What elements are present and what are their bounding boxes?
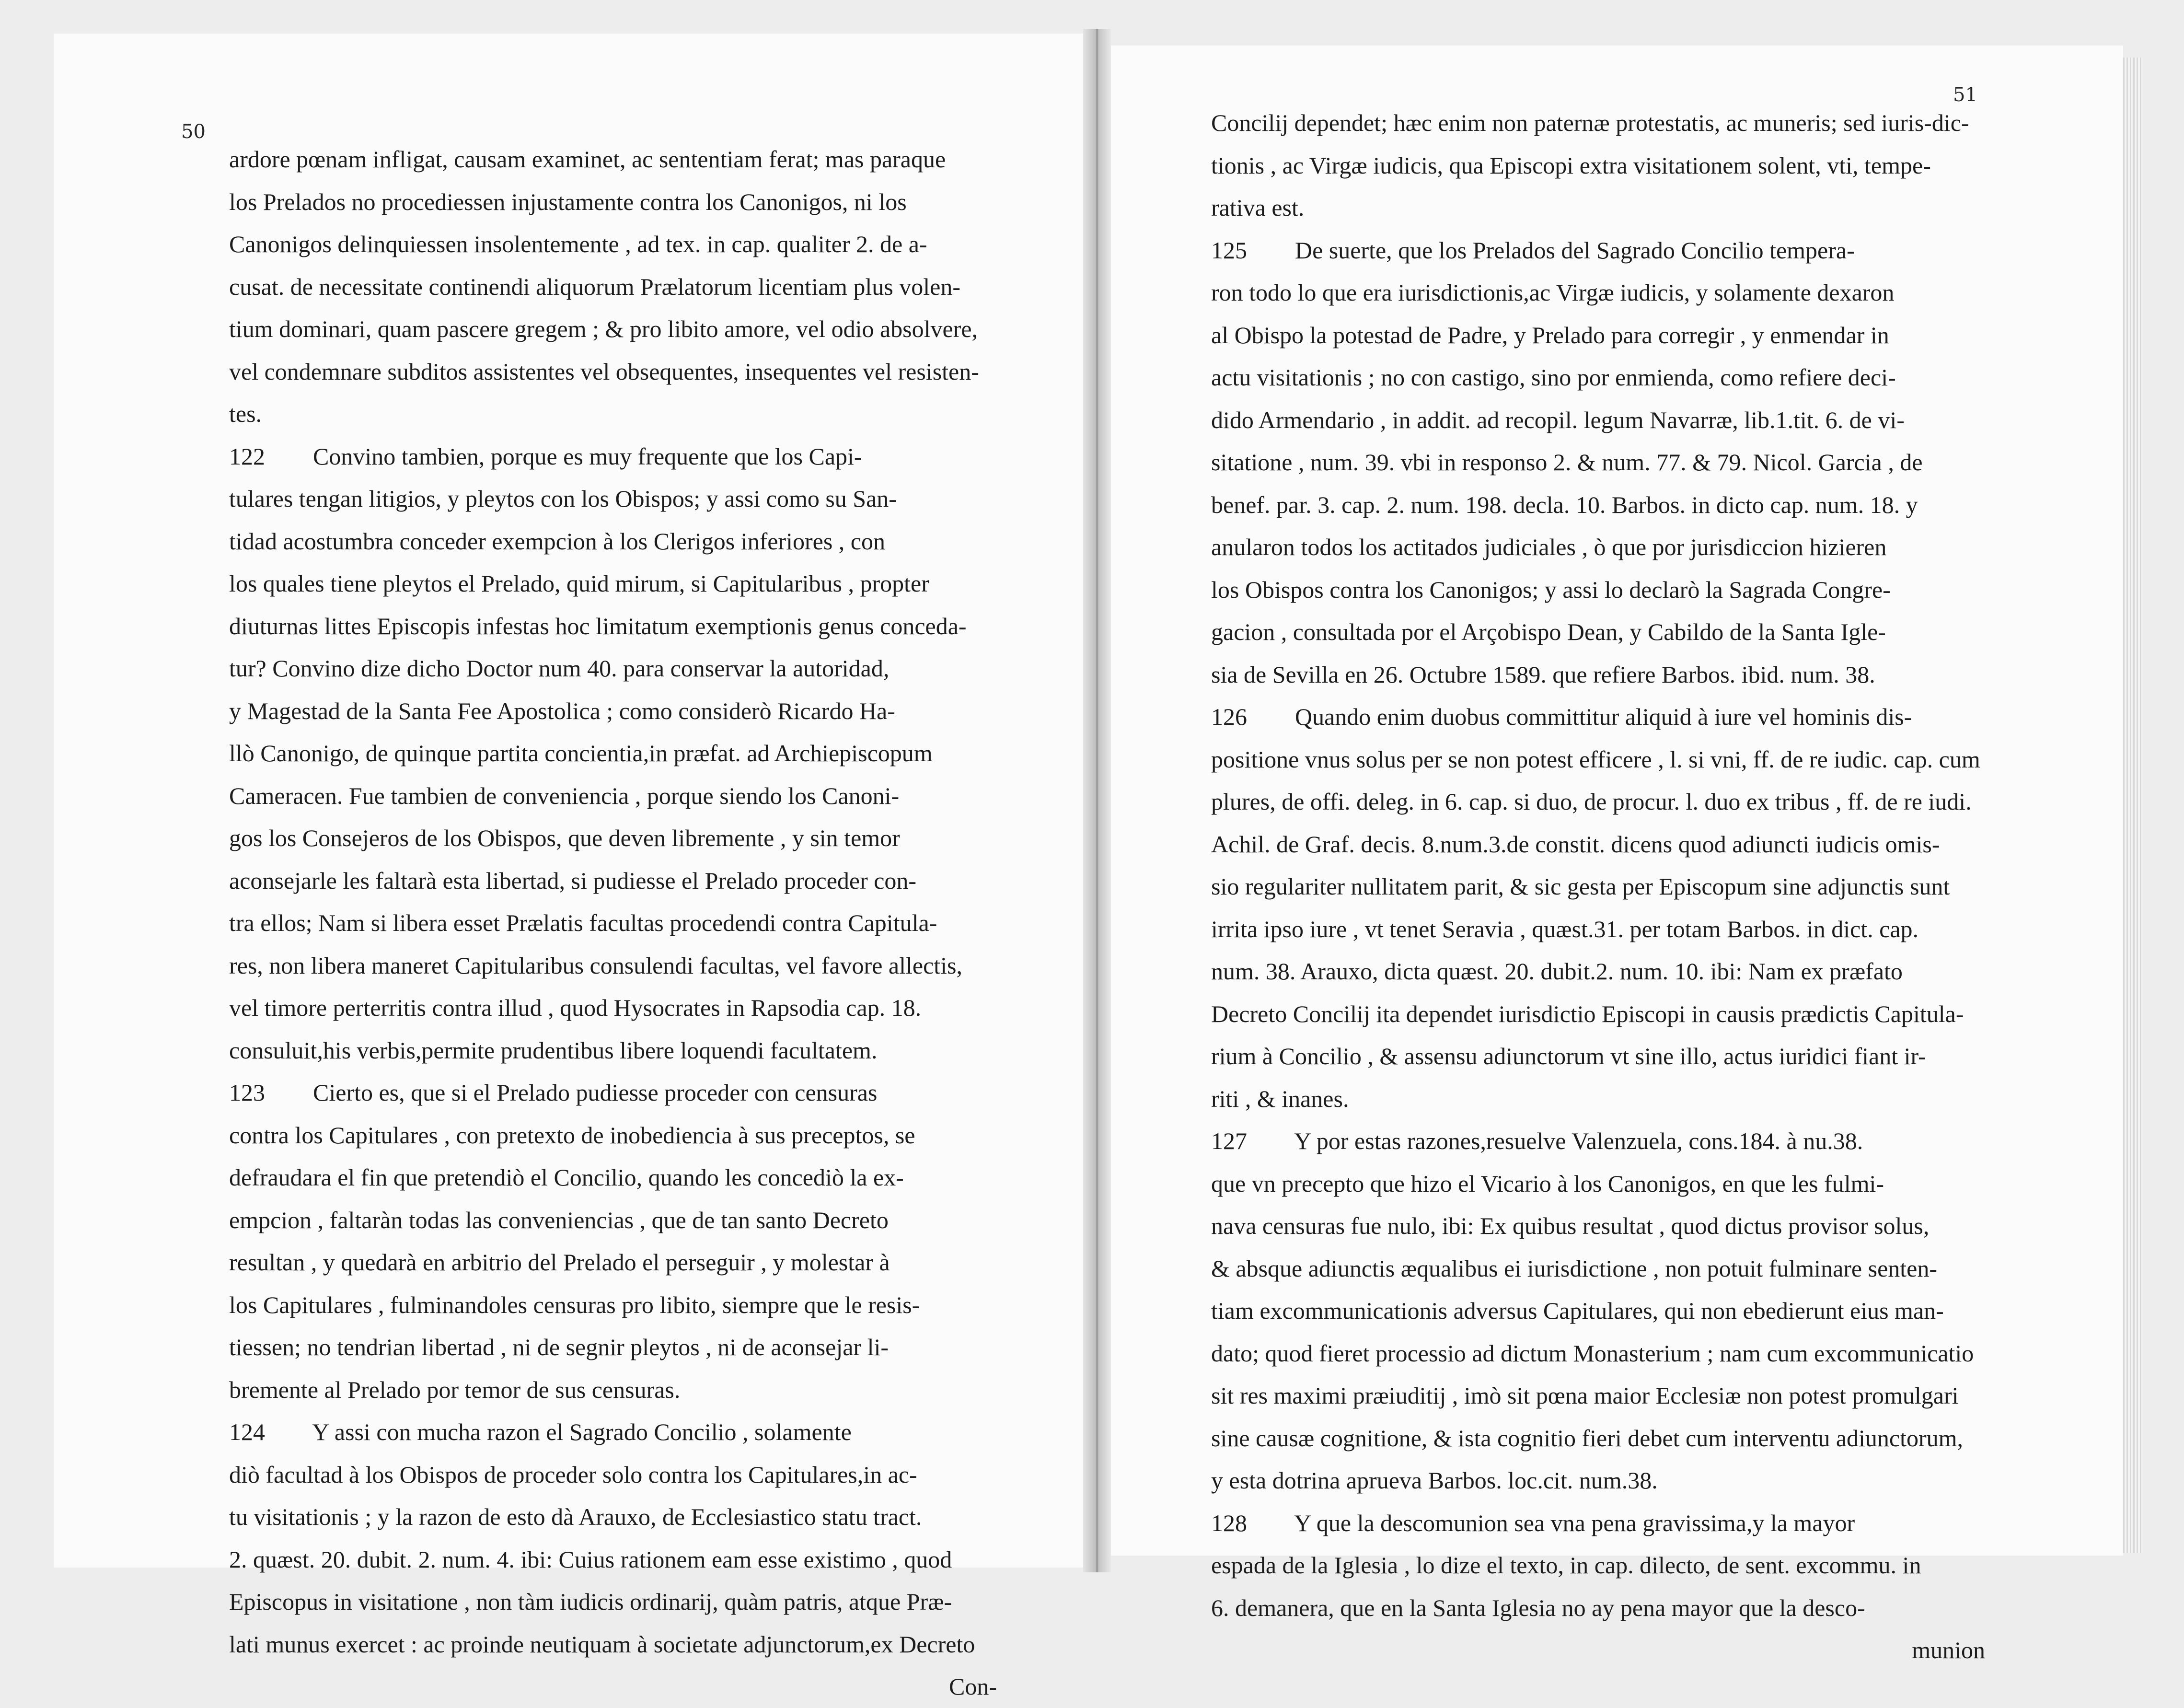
text-line-content: Decreto Concilij ita dependet iurisdictio Episcopi in causis prædictis Capitula- bbox=[1211, 1000, 1964, 1027]
text-line-content: benef. par. 3. cap. 2. num. 198. decla. 10. Barbos. in dicto cap. num. 18. y bbox=[1211, 491, 1918, 518]
text-line-content: rativa est. bbox=[1211, 194, 1305, 221]
text-line-content: 124 Y assi con mucha razon el Sagrado Concilio , solamente bbox=[229, 1418, 852, 1445]
text-line bbox=[1211, 1459, 1985, 1502]
text-line bbox=[1211, 1544, 1985, 1587]
text-line bbox=[1211, 993, 1985, 1035]
text-line-content: tidad acostumbra conceder exempcion à los Clerigos inferiores , con bbox=[229, 527, 885, 555]
catchword-text: Con- bbox=[949, 1673, 997, 1700]
text-line bbox=[1211, 1374, 1985, 1417]
text-line bbox=[229, 138, 997, 181]
text-line bbox=[1211, 1035, 1985, 1078]
text-line bbox=[229, 690, 997, 732]
catchword bbox=[229, 1665, 997, 1708]
text-line-content: cusat. de necessitate continendi aliquorum Prælatorum licentiam plus volen- bbox=[229, 273, 961, 300]
page-number-left: 50 bbox=[181, 121, 206, 143]
text-line-content: y esta dotrina aprueva Barbos. loc.cit. num.38. bbox=[1211, 1467, 1658, 1494]
text-line-content: ron todo lo que era iurisdictionis,ac Virgæ iudicis, y solamente dexaron bbox=[1211, 279, 1895, 306]
text-line bbox=[229, 1369, 997, 1411]
text-line bbox=[1211, 399, 1985, 442]
text-line-content: sine causæ cognitione, & ista cognitio fieri debet cum interventu adiunctorum, bbox=[1211, 1424, 1964, 1452]
text-line-content: anularon todos los actitados judiciales , ò que por jurisdiccion hizieren bbox=[1211, 534, 1887, 560]
page-edges bbox=[2123, 58, 2142, 1553]
text-line bbox=[1211, 611, 1985, 653]
text-line bbox=[229, 1071, 997, 1114]
text-line bbox=[229, 435, 997, 478]
text-line bbox=[1211, 1587, 1985, 1629]
text-line bbox=[1211, 1205, 1985, 1247]
text-line-content: irrita ipso iure , vt tenet Seravia , quæst.31. per totam Barbos. in dict. cap. bbox=[1211, 915, 1919, 942]
text-line-content: tra ellos; Nam si libera esset Prælatis facultas procedendi contra Capitula- bbox=[229, 909, 937, 936]
text-line-content: tium dominari, quam pascere gregem ; & pro libito amore, vel odio absolvere, bbox=[229, 315, 978, 342]
text-line-content: 6. demanera, que en la Santa Iglesia no ay pena mayor que la desco- bbox=[1211, 1594, 1865, 1621]
text-line-content: lati munus exercet : ac proinde neutiquam à societate adjunctorum,ex Decreto bbox=[229, 1630, 975, 1658]
text-line-content: sio regulariter nullitatem parit, & sic gesta per Episcopum sine adjunctis sunt bbox=[1211, 873, 1950, 900]
text-line bbox=[229, 562, 997, 605]
text-line bbox=[1211, 696, 1985, 738]
text-line bbox=[229, 393, 997, 435]
text-line bbox=[229, 181, 997, 223]
text-line bbox=[229, 817, 997, 860]
text-line bbox=[229, 1241, 997, 1284]
text-line-content: gos los Consejeros de los Obispos, que deven libremente , y sin temor bbox=[229, 825, 900, 851]
text-line-content: num. 38. Arauxo, dicta quæst. 20. dubit.2. num. 10. ibi: Nam ex præfato bbox=[1211, 958, 1903, 985]
text-line-content: 126 Quando enim duobus committitur aliquid à iure vel hominis dis- bbox=[1211, 703, 1912, 730]
text-line bbox=[1211, 1502, 1985, 1545]
text-line bbox=[1211, 569, 1985, 611]
text-line bbox=[1211, 865, 1985, 908]
text-line bbox=[229, 1284, 997, 1326]
text-line-content: riti , & inanes. bbox=[1211, 1085, 1349, 1112]
text-line-content: tionis , ac Virgæ iudicis, qua Episcopi extra visitationem solent, vti, tempe- bbox=[1211, 151, 1931, 179]
text-line bbox=[229, 944, 997, 987]
text-line bbox=[229, 1199, 997, 1242]
text-line bbox=[1211, 271, 1985, 314]
text-line-content: que vn precepto que hizo el Vicario à los Canonigos, en que les fulmi- bbox=[1211, 1170, 1884, 1197]
text-line-content: rium à Concilio , & assensu adiunctorum vt sine illo, actus iuridici fiant ir- bbox=[1211, 1043, 1926, 1069]
text-line bbox=[229, 647, 997, 690]
text-line-content: Canonigos delinquiessen insolentemente , ad tex. in cap. qualiter 2. de a- bbox=[229, 231, 927, 257]
text-line-content: plures, de offi. deleg. in 6. cap. si duo, de procur. l. duo ex tribus , ff. de re iudi. bbox=[1211, 788, 1972, 815]
text-line bbox=[229, 308, 997, 350]
text-line-content: sia de Sevilla en 26. Octubre 1589. que refiere Barbos. ibid. num. 38. bbox=[1211, 661, 1875, 688]
text-line-content: tulares tengan litigios, y pleytos con los Obispos; y assi como su San- bbox=[229, 485, 897, 512]
text-line bbox=[229, 1156, 997, 1199]
text-line-content: vel timore perterritis contra illud , quod Hysocrates in Rapsodia cap. 18. bbox=[229, 994, 922, 1021]
text-line-content: positione vnus solus per se non potest efficere , l. si vni, ff. de re iudic. cap. cum bbox=[1211, 745, 1980, 773]
text-line bbox=[229, 775, 997, 817]
text-line bbox=[229, 1623, 997, 1666]
text-line bbox=[1211, 229, 1985, 272]
text-line-content: sit res maximi præiuditij , imò sit pœna maior Ecclesiæ non potest promulgari bbox=[1211, 1382, 1959, 1409]
text-line-content: los Prelados no procediessen injustamente contra los Canonigos, ni los bbox=[229, 188, 907, 215]
text-line-content: los quales tiene pleytos el Prelado, quid mirum, si Capitularibus , propter bbox=[229, 570, 929, 597]
text-line bbox=[1211, 1417, 1985, 1460]
text-line-content: Cameracen. Fue tambien de conveniencia , porque siendo los Canoni- bbox=[229, 782, 900, 809]
text-line bbox=[229, 1580, 997, 1623]
text-line bbox=[1211, 186, 1985, 229]
text-line bbox=[229, 902, 997, 944]
text-line bbox=[1211, 1120, 1985, 1162]
text-line bbox=[1211, 356, 1985, 399]
text-line-content: dato; quod fieret processio ad dictum Monasterium ; nam cum excommunicatio bbox=[1211, 1339, 1974, 1367]
text-line bbox=[229, 1326, 997, 1369]
text-line-content: aconsejarle les faltarà esta libertad, si pudiesse el Prelado proceder con- bbox=[229, 867, 917, 894]
text-line bbox=[1211, 1162, 1985, 1205]
text-line bbox=[1211, 950, 1985, 993]
text-line-content: al Obispo la potestad de Padre, y Prelado para corregir , y enmendar in bbox=[1211, 321, 1889, 349]
text-line-content: los Obispos contra los Canonigos; y assi lo declarò la Sagrada Congre- bbox=[1211, 576, 1891, 603]
text-line bbox=[229, 1496, 997, 1538]
text-line bbox=[229, 477, 997, 520]
text-line bbox=[229, 732, 997, 775]
catchword bbox=[1211, 1629, 1985, 1672]
text-line bbox=[1211, 1290, 1985, 1332]
text-line-content: ardore pœnam infligat, causam examinet, ac sententiam ferat; mas paraque bbox=[229, 146, 946, 173]
text-line-content: actu visitationis ; no con castigo, sino por enmienda, como refiere deci- bbox=[1211, 364, 1896, 391]
text-line bbox=[229, 1538, 997, 1581]
text-line-content: 127 Y por estas razones,resuelve Valenzuela, cons.184. à nu.38. bbox=[1211, 1127, 1863, 1154]
text-line bbox=[1211, 1078, 1985, 1120]
text-line-content: 123 Cierto es, que si el Prelado pudiesse proceder con censuras bbox=[229, 1079, 878, 1106]
text-line-content: tiessen; no tendrian libertad , ni de segnir pleytos , ni de aconsejar li- bbox=[229, 1334, 889, 1360]
text-line bbox=[229, 1114, 997, 1157]
text-line-content: gacion , consultada por el Arçobispo Dean, y Cabildo de la Santa Igle- bbox=[1211, 618, 1886, 645]
text-line-content: & absque adiunctis æqualibus ei iurisdictione , non potuit fulminare senten- bbox=[1211, 1255, 1937, 1282]
text-line bbox=[1211, 102, 1985, 144]
text-line-content: tes. bbox=[229, 400, 262, 427]
text-line-content: defraudara el fin que pretendiò el Concilio, quando les concediò la ex- bbox=[229, 1164, 904, 1191]
text-line-content: vel condemnare subditos assistentes vel obsequentes, insequentes vel resisten- bbox=[229, 358, 979, 385]
text-line bbox=[1211, 653, 1985, 696]
text-line-content: espada de la Iglesia , lo dize el texto, in cap. dilecto, de sent. excommu. in bbox=[1211, 1552, 1921, 1579]
right-page-text bbox=[1211, 102, 1985, 1672]
text-line-content: empcion , faltaràn todas las conveniencias , que de tan santo Decreto bbox=[229, 1206, 889, 1233]
text-line bbox=[229, 987, 997, 1029]
page-number-right: 51 bbox=[1953, 84, 1977, 106]
catchword-text: munion bbox=[1912, 1637, 1985, 1663]
text-line bbox=[229, 860, 997, 902]
text-line bbox=[229, 520, 997, 563]
text-line-content: tur? Convino dize dicho Doctor num 40. para conservar la autoridad, bbox=[229, 655, 890, 682]
text-line bbox=[1211, 1247, 1985, 1290]
text-line-content: y Magestad de la Santa Fee Apostolica ; como considerò Ricardo Ha- bbox=[229, 697, 895, 724]
text-line bbox=[229, 1411, 997, 1453]
book-gutter bbox=[1083, 29, 1111, 1572]
text-line bbox=[229, 1453, 997, 1496]
text-line-content: consuluit,his verbis,permite prudentibus libere loquendi facultatem. bbox=[229, 1036, 878, 1064]
text-line-content: los Capitulares , fulminandoles censuras pro libito, siempre que le resis- bbox=[229, 1291, 920, 1318]
text-line-content: Concilij dependet; hæc enim non paternæ protestatis, ac muneris; sed iuris-dic- bbox=[1211, 109, 1969, 136]
text-line-content: nava censuras fue nulo, ibi: Ex quibus resultat , quod dictus provisor solus, bbox=[1211, 1212, 1930, 1239]
text-line-content: res, non libera maneret Capitularibus consulendi facultas, vel favore allectis, bbox=[229, 952, 963, 979]
text-line-content: 128 Y que la descomunion sea vna pena gravissima,y la mayor bbox=[1211, 1509, 1855, 1536]
text-line-content: Achil. de Graf. decis. 8.num.3.de constit. dicens quod adiuncti iudicis omis- bbox=[1211, 830, 1940, 858]
text-line bbox=[1211, 526, 1985, 569]
text-line bbox=[1211, 484, 1985, 526]
text-line-content: 125 De suerte, que los Prelados del Sagrado Concilio tempera- bbox=[1211, 236, 1855, 264]
text-line-content: 122 Convino tambien, porque es muy frequente que los Capi- bbox=[229, 442, 862, 470]
text-line-content: tu visitationis ; y la razon de esto dà Arauxo, de Ecclesiastico statu tract. bbox=[229, 1503, 922, 1530]
text-line-content: bremente al Prelado por temor de sus censuras. bbox=[229, 1376, 681, 1403]
text-line bbox=[1211, 1332, 1985, 1375]
text-line bbox=[1211, 314, 1985, 357]
text-line-content: llò Canonigo, de quinque partita concientia,in præfat. ad Archiepiscopum bbox=[229, 740, 933, 767]
text-line bbox=[1211, 738, 1985, 781]
text-line bbox=[1211, 441, 1985, 484]
text-line-content: 2. quæst. 20. dubit. 2. num. 4. ibi: Cuius rationem eam esse existimo , quod bbox=[229, 1545, 952, 1573]
text-line bbox=[229, 605, 997, 648]
text-line bbox=[229, 266, 997, 308]
text-line bbox=[1211, 823, 1985, 866]
text-line bbox=[1211, 144, 1985, 187]
text-line-content: contra los Capitulares , con pretexto de inobediencia à sus preceptos, se bbox=[229, 1121, 915, 1149]
text-line-content: diuturnas littes Episcopis infestas hoc limitatum exemptionis genus conceda- bbox=[229, 612, 967, 639]
text-line bbox=[1211, 908, 1985, 951]
text-line-content: Episcopus in visitatione , non tàm iudicis ordinarij, quàm patris, atque Præ- bbox=[229, 1588, 952, 1615]
text-line-content: diò facultad à los Obispos de proceder solo contra los Capitulares,in ac- bbox=[229, 1461, 917, 1488]
text-line bbox=[229, 1029, 997, 1072]
text-line-content: resultan , y quedarà en arbitrio del Prelado el perseguir , y molestar à bbox=[229, 1249, 890, 1276]
text-line-content: dido Armendario , in addit. ad recopil. legum Navarræ, lib.1.tit. 6. de vi- bbox=[1211, 406, 1905, 433]
text-line-content: tiam excommunicationis adversus Capitulares, qui non ebedierunt eius man- bbox=[1211, 1297, 1944, 1324]
left-page-text bbox=[229, 138, 997, 1708]
text-line-content: sitatione , num. 39. vbi in responso 2. & num. 77. & 79. Nicol. Garcia , de bbox=[1211, 449, 1923, 476]
text-line bbox=[229, 350, 997, 393]
text-line bbox=[1211, 780, 1985, 823]
text-line bbox=[229, 223, 997, 266]
